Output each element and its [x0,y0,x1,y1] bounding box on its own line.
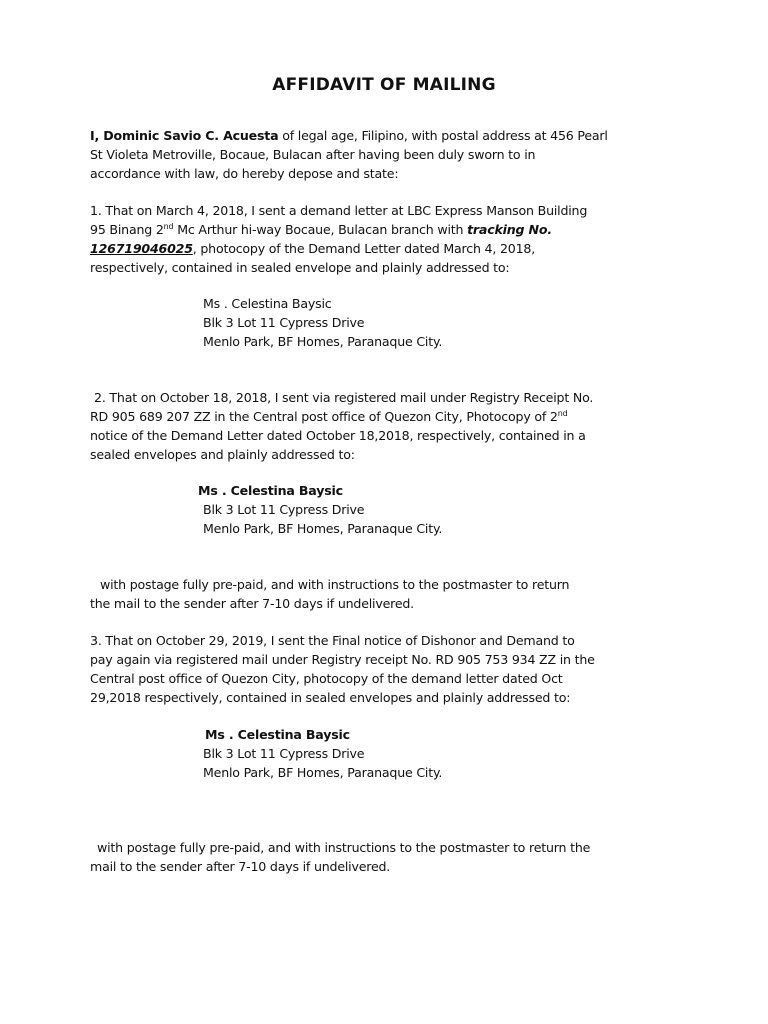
p2-line-3: notice of the Demand Letter dated October 18,2018, respectively, contained in a [90,428,586,443]
document-title: AFFIDAVIT OF MAILING [272,75,496,95]
addr2-line-1: Blk 3 Lot 11 Cypress Drive [203,502,365,517]
addr3-line-1: Blk 3 Lot 11 Cypress Drive [203,746,365,761]
p1-line-2: 95 Binang 2nd Mc Arthur hi-way Bocaue, Bulacan branch with tracking No. [90,222,552,237]
p3-line-4: 29,2018 respectively, contained in sealed envelopes and plainly addressed to: [90,690,571,705]
postage1-line-1: with postage fully pre-paid, and with instructions to the postmaster to return [100,577,570,592]
p3-line-2: pay again via registered mail under Registry receipt No. RD 905 753 934 ZZ in the [90,652,595,667]
addr3-name: Ms . Celestina Baysic [205,727,350,742]
p1-line-4: respectively, contained in sealed envelope and plainly addressed to: [90,260,510,275]
addr2-line-2: Menlo Park, BF Homes, Paranaque City. [203,521,443,536]
postage1-line-2: the mail to the sender after 7-10 days if undelivered. [90,596,414,611]
tracking-label: tracking No. [467,222,552,237]
addr1-line-2: Menlo Park, BF Homes, Paranaque City. [203,334,443,349]
p2-line-4: sealed envelopes and plainly addressed to: [90,447,355,462]
intro-line-1: I, Dominic Savio C. Acuesta of legal age, Filipino, with postal address at 456 Pearl [90,128,608,143]
postage2-line-2: mail to the sender after 7-10 days if undelivered. [90,859,391,874]
intro-line-2: St Violeta Metroville, Bocaue, Bulacan after having been duly sworn to in [90,147,536,162]
addr1-line-1: Blk 3 Lot 11 Cypress Drive [203,315,365,330]
addr1-name: Ms . Celestina Baysic [203,296,332,311]
p3-line-3: Central post office of Quezon City, photocopy of the demand letter dated Oct [90,671,563,686]
tracking-number: 126719046025 [90,241,193,256]
postage2-line-1: with postage fully pre-paid, and with instructions to the postmaster to return the [97,840,591,855]
p2-line-2: RD 905 689 207 ZZ in the Central post office of Quezon City, Photocopy of 2nd [90,409,568,424]
p1-line-3: 126719046025, photocopy of the Demand Letter dated March 4, 2018, [90,241,536,256]
affiant-name: I, Dominic Savio C. Acuesta [90,128,279,143]
intro-line-3: accordance with law, do hereby depose and state: [90,166,399,181]
p3-line-1: 3. That on October 29, 2019, I sent the Final notice of Dishonor and Demand to [90,633,575,648]
addr2-name: Ms . Celestina Baysic [198,483,343,498]
p1-line-1: 1. That on March 4, 2018, I sent a demand letter at LBC Express Manson Building [90,203,588,218]
addr3-line-2: Menlo Park, BF Homes, Paranaque City. [203,765,443,780]
p2-line-1: 2. That on October 18, 2018, I sent via registered mail under Registry Receipt No. [94,390,594,405]
